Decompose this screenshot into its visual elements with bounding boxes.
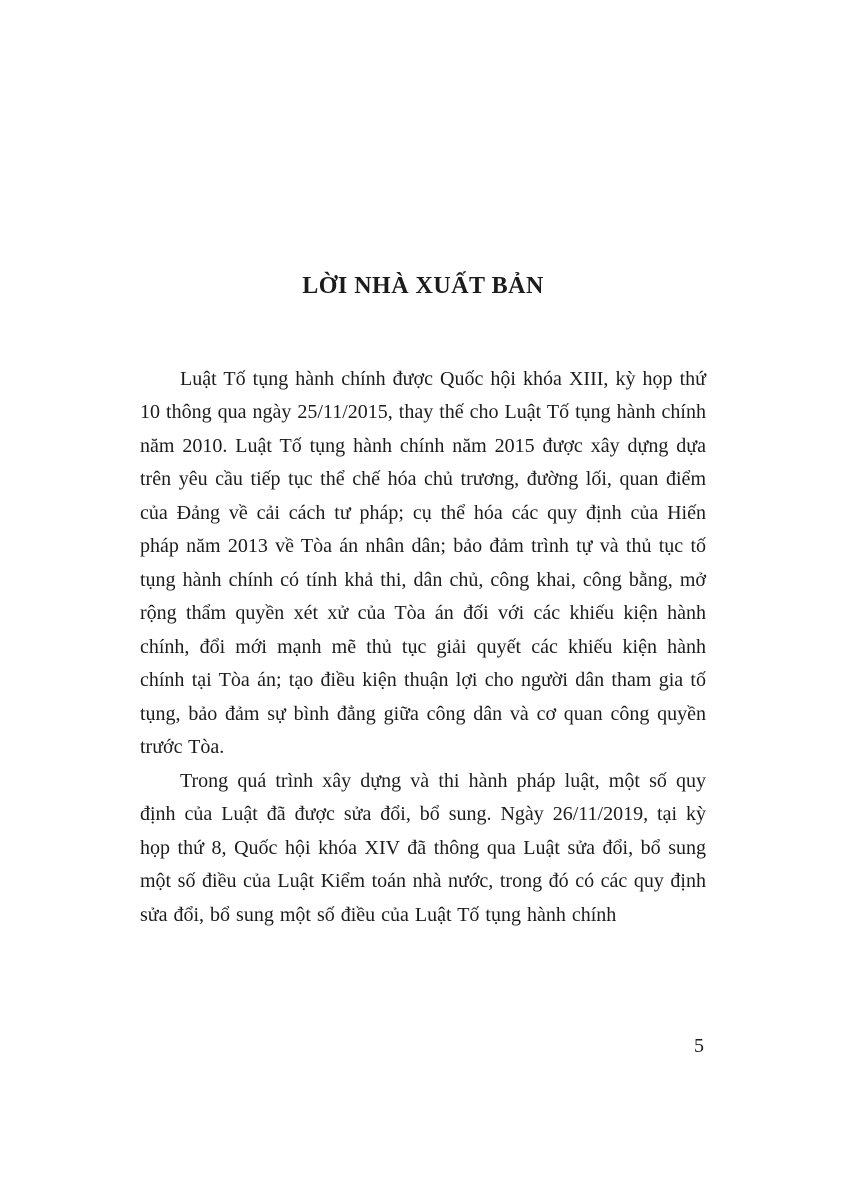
page-content <box>140 272 706 932</box>
paragraph-1: Luật Tố tụng hành chính được Quốc hội khóa XIII, kỳ họp thứ 10 thông qua ngày 25/11/2015, thay thế cho Luật Tố tụng hành chính năm 2010. Luật Tố tụng hành chính năm 2015 được xây dựng dựa trên yêu cầu tiếp tục thể chế hóa chủ trương, đường lối, quan điểm của Đảng về cải cách tư pháp; cụ thể hóa các quy định của Hiến pháp năm 2013 về Tòa án nhân dân; bảo đảm trình tự và thủ tục tố tụng hành chính có tính khả thi, dân chủ, công khai, công bằng, mở rộng thẩm quyền xét xử của Tòa án đối với các khiếu kiện hành chính, đổi mới mạnh mẽ thủ tục giải quyết các khiếu kiện hành chính tại Tòa án; tạo điều kiện thuận lợi cho người dân tham gia tố tụng, bảo đảm sự bình đẳng giữa công dân và cơ quan công quyền trước Tòa. <box>140 367 706 759</box>
paragraph-2: Trong quá trình xây dựng và thi hành pháp luật, một số quy định của Luật đã được sửa đổi, bổ sung. Ngày 26/11/2019, tại kỳ họp thứ 8, Quốc hội khóa XIV đã thông qua Luật sửa đổi, bổ sung một số điều của Luật Kiểm toán nhà nước, trong đó có các quy định sửa đổi, bổ sung một số điều của Luật Tố tụng hành chính <box>140 769 706 926</box>
page-title: LỜI NHÀ XUẤT BẢN <box>302 273 544 299</box>
page-number: 5 <box>694 1035 704 1057</box>
